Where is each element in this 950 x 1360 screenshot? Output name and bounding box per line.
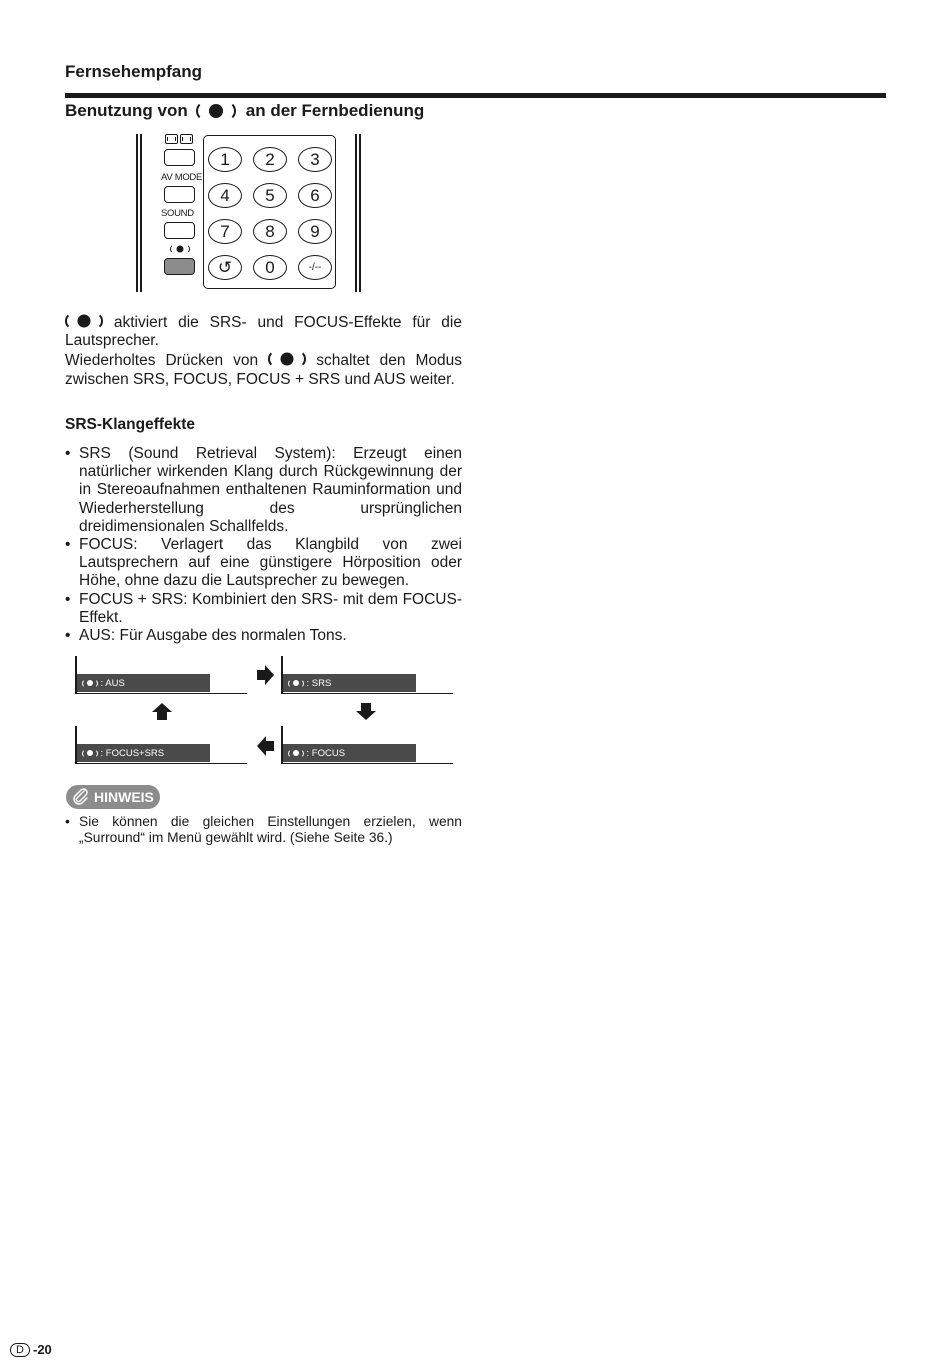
remote-control-illustration — [135, 130, 365, 295]
key-6: 6 — [298, 183, 332, 208]
intro-line-1: aktiviert die SRS- und FOCUS-Effekte für die Lautsprecher. — [65, 314, 462, 350]
srs-icon — [196, 101, 236, 121]
key-5: 5 — [253, 183, 287, 208]
key-3: 3 — [298, 147, 332, 172]
key-4: 4 — [208, 183, 242, 208]
key-8: 8 — [253, 219, 287, 244]
mode-label-aus: : AUS — [100, 677, 125, 689]
srs-icon — [170, 244, 190, 254]
mode-screen-aus — [75, 656, 247, 694]
list-item: • FOCUS: Verlagert das Klangbild von zwei Lautsprechern auf eine günstigere Hörposition oder Höhe, ohne dazu die Lautsprecher zu bewegen. — [65, 536, 462, 591]
subtitle-text-before: Benutzung von — [65, 101, 188, 120]
arrow-right-icon — [257, 665, 275, 685]
remote-edge-left — [136, 134, 138, 292]
remote-edge-left-inner — [140, 134, 142, 292]
srs-icon — [65, 312, 103, 330]
note-badge-label: HINWEIS — [94, 789, 154, 805]
srs-button — [164, 258, 195, 275]
list-item: • SRS (Sound Retrieval System): Erzeugt einen natürlicher wirkenden Klang durch Rückgewinnung der in Stereoaufnahmen enthaltenen Rauminformation und Wiederherstellung des ursprünglichen dreidimensionalen Schallfelds. — [65, 445, 462, 536]
srs-icon — [288, 679, 304, 688]
note-text: • Sie können die gleichen Einstellungen erzielen, wenn „Surround“ im Menü gewählt wird. (Siehe Seite 36.) — [65, 814, 462, 846]
key-2: 2 — [253, 147, 287, 172]
key-flashback: ↺ — [208, 255, 242, 280]
list-item: • AUS: Für Ausgabe des normalen Tons. — [65, 627, 462, 645]
key-digit-mode: -/-- — [298, 255, 332, 280]
mode-screen-focus — [281, 726, 453, 764]
arrow-up-icon — [152, 703, 172, 721]
mode-label-focus: : FOCUS — [306, 747, 346, 759]
av-mode-button — [164, 186, 195, 203]
intro-line-2-before: Wiederholtes Drücken von — [65, 352, 259, 370]
srs-heading: SRS-Klangeffekte — [65, 416, 196, 433]
number-keypad — [203, 135, 336, 289]
remote-edge-right-inner — [355, 134, 357, 292]
list-item: • FOCUS + SRS: Kombiniert den SRS- mit dem FOCUS-Effekt. — [65, 591, 462, 627]
remote-button-top — [164, 149, 195, 166]
intro-paragraph — [65, 312, 462, 389]
srs-icon — [288, 749, 304, 758]
mode-screen-focus-srs — [75, 726, 247, 764]
mode-label-srs: : SRS — [306, 677, 332, 689]
srs-icon — [268, 350, 306, 368]
av-mode-label: AV MODE — [161, 172, 203, 183]
teletext-icon — [180, 134, 193, 144]
srs-icon — [82, 679, 98, 688]
page-number-value: -20 — [33, 1342, 52, 1357]
key-7: 7 — [208, 219, 242, 244]
arrow-left-icon — [257, 736, 275, 756]
section-rule — [65, 93, 886, 98]
srs-icon — [82, 749, 98, 758]
subtitle-text-after: an der Fernbedienung — [245, 101, 425, 120]
note-badge — [66, 785, 160, 809]
sound-button — [164, 222, 195, 239]
paperclip-icon — [72, 788, 90, 806]
key-0: 0 — [253, 255, 287, 280]
remote-edge-right — [359, 134, 361, 292]
key-9: 9 — [298, 219, 332, 244]
language-badge: D — [10, 1343, 30, 1357]
sound-label: SOUND — [161, 208, 194, 219]
page-number — [10, 1342, 52, 1357]
intro-line-2-after: schaltet den Modus zwischen SRS, FOCUS, FOCUS + SRS und AUS weiter. — [65, 352, 463, 388]
wide-mode-icon — [165, 134, 178, 144]
page-subtitle — [65, 101, 424, 121]
mode-label-focus-srs: : FOCUS+SRS — [100, 747, 165, 759]
mode-screen-srs — [281, 656, 453, 694]
key-1: 1 — [208, 147, 242, 172]
section-title: Fernsehempfang — [65, 62, 202, 81]
srs-bullet-list — [65, 445, 462, 645]
input-mode-icons — [165, 134, 193, 144]
arrow-down-icon — [356, 703, 376, 721]
